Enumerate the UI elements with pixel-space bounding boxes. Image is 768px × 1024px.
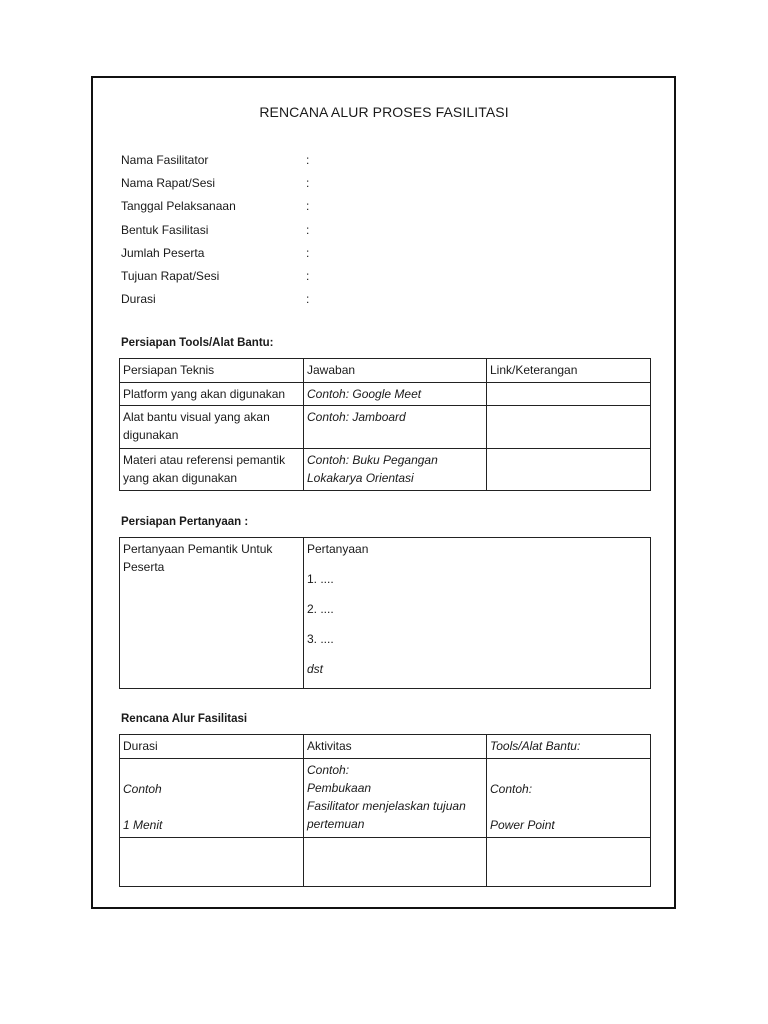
meta-label: Tujuan Rapat/Sesi [121,268,220,283]
table-cell [304,838,487,887]
table-row [120,759,651,838]
table-header-cell: Aktivitas [304,735,487,759]
document-title: RENCANA ALUR PROSES FASILITASI [259,104,509,120]
table-header-cell: Link/Keterangan [487,359,651,383]
table-row [120,538,651,689]
table-cell [120,838,304,887]
table-row [120,383,651,406]
meta-colon: : [306,222,310,237]
meta-label: Nama Rapat/Sesi [121,176,216,191]
flow-table [119,734,651,887]
questions-table [119,537,651,689]
table-row [120,838,651,887]
table-cell: Alat bantu visual yang akan digunakan [120,406,304,449]
flow-durasi-cell [120,759,304,838]
tools-section-heading: Persiapan Tools/Alat Bantu: [121,337,274,349]
flow-tools-line: Power Point [490,818,555,832]
table-cell: Contoh: Jamboard [304,406,487,449]
meta-colon: : [306,292,310,307]
flow-aktivitas-line: Fasilitator menjelaskan tujuan pertemuan [307,799,466,831]
question-item: 1. .... [307,572,334,586]
table-header-cell: Durasi [120,735,304,759]
questions-section-heading: Persiapan Pertanyaan : [121,516,249,528]
table-cell: Contoh: Google Meet [304,383,487,406]
meta-label: Durasi [121,292,156,307]
meta-colon: : [306,199,310,214]
meta-colon: : [306,245,310,260]
table-cell: Platform yang akan digunakan [120,383,304,406]
flow-aktivitas-cell [304,759,487,838]
flow-tools-cell [487,759,651,838]
flow-tools-line: Contoh: [490,782,533,796]
table-header-cell: Jawaban [304,359,487,383]
table-cell [487,406,651,449]
table-cell [487,838,651,887]
flow-section-heading: Rencana Alur Fasilitasi [121,713,248,725]
flow-aktivitas-line: Pembukaan [307,781,372,795]
flow-aktivitas-line: Contoh: [307,763,350,777]
meta-colon: : [306,153,310,167]
flow-durasi-line: 1 Menit [123,818,163,832]
table-header-row [120,735,651,759]
meta-label: Nama Fasilitator [121,153,209,167]
question-header: Pertanyaan [307,542,369,556]
table-row [120,406,651,449]
table-cell [487,383,651,406]
table-cell: Materi atau referensi pemantik yang akan digunakan [120,449,304,491]
question-item: 2. .... [307,602,334,616]
tools-table [119,358,651,491]
meta-label: Jumlah Peserta [121,245,205,260]
meta-colon: : [306,176,310,191]
table-cell: Contoh: Buku Pegangan Lokakarya Orientasi [304,449,487,491]
table-header-row [120,359,651,383]
question-item: dst [307,662,324,676]
meta-label: Bentuk Fasilitasi [121,222,209,237]
table-header-cell: Persiapan Teknis [120,359,304,383]
question-list-cell [304,538,651,689]
question-label-cell: Pertanyaan Pemantik Untuk Peserta [120,538,304,689]
table-row [120,449,651,491]
table-header-cell: Tools/Alat Bantu: [487,735,651,759]
table-cell [487,449,651,491]
meta-colon: : [306,268,310,283]
flow-durasi-line: Contoh [123,782,162,796]
meta-label: Tanggal Pelaksanaan [121,199,236,214]
question-item: 3. .... [307,632,334,646]
